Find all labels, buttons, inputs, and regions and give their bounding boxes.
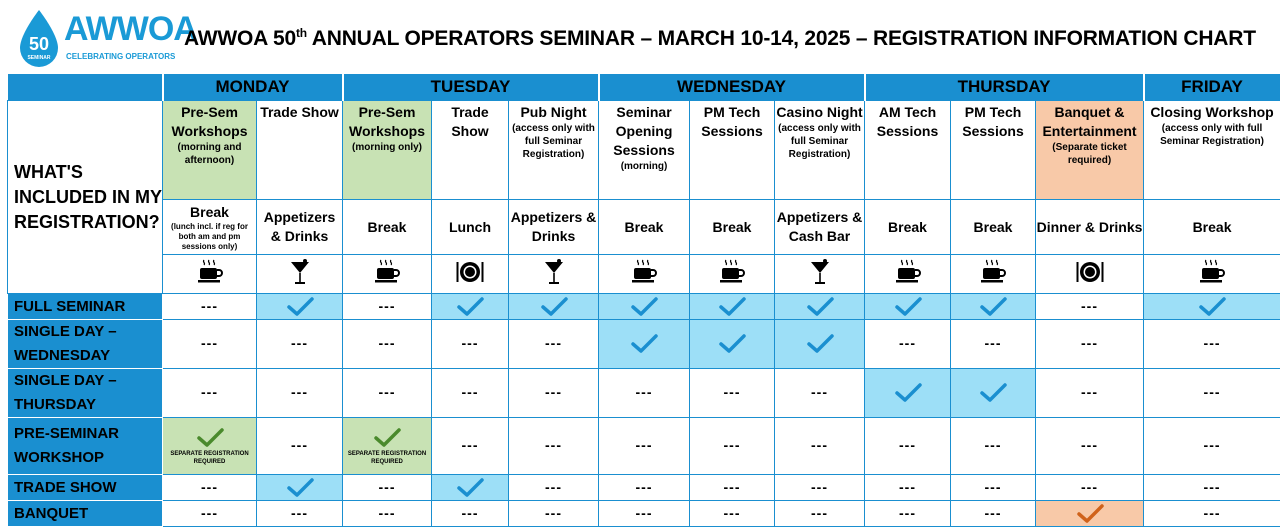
cocktail-icon [805,258,835,286]
included-cell [775,320,865,369]
not-included-cell [509,418,599,475]
food-cell [509,200,599,255]
dash-mark: --- [291,437,308,453]
dash-mark: --- [1081,384,1099,400]
registration-type-label: FULL SEMINAR [8,294,163,320]
cocktail-icon [539,258,569,286]
session-cell [432,101,509,200]
food-row [8,200,1280,255]
dash-mark: --- [545,384,562,400]
coffee-icon [717,258,747,286]
session-title: Closing Workshop [1150,104,1274,120]
checkmark-icon [284,477,316,499]
page-title: AWWOA 50th ANNUAL OPERATORS SEMINAR – MARCH 10-14, 2025 – REGISTRATION INFORMATION CHART [184,26,1256,50]
not-included-cell [1036,475,1144,501]
included-cell [951,369,1036,418]
food-cell [1036,200,1144,255]
icon-cell [343,255,432,294]
not-included-cell [1036,294,1144,320]
registration-chart [7,74,1280,527]
not-included-cell [951,320,1036,369]
plate-icon [455,258,485,286]
not-included-cell [865,501,951,527]
included-cell [257,294,343,320]
dash-mark: --- [1203,335,1221,351]
included-cell [599,320,690,369]
not-included-cell [432,369,509,418]
coffee-icon [893,258,923,286]
food-cell [432,200,509,255]
session-title: Pre-Sem Workshops [349,104,425,139]
not-included-cell [1036,320,1144,369]
food-label: Break [190,203,229,220]
session-title: Casino Night [776,104,863,120]
not-included-cell [865,320,951,369]
dash-mark: --- [461,384,479,400]
coffee-icon [978,258,1008,286]
session-title: Trade Show [260,104,339,120]
checkmark-icon [716,296,748,318]
included-cell [951,294,1036,320]
session-cell [599,101,690,200]
not-included-cell [257,320,343,369]
food-cell [343,200,432,255]
session-cell [1036,101,1144,200]
not-included-cell [509,320,599,369]
session-title: AM Tech Sessions [876,104,939,139]
checkmark-icon [716,333,748,355]
food-cell [163,200,257,255]
included-cell [1144,294,1280,320]
separate-registration-note: SEPARATE REGISTRATION REQUIRED [347,451,427,465]
dash-mark: --- [635,478,653,495]
food-note: (lunch incl. if reg for both am and pm sessions only) [171,221,248,251]
registration-row [8,294,1280,320]
checkmark-icon [194,426,226,450]
icon-cell [257,255,343,294]
food-cell [257,200,343,255]
dash-mark: --- [635,437,653,453]
checkmark-icon [804,296,836,318]
food-cell [1144,200,1280,255]
day-header [865,74,1144,101]
dash-mark: --- [723,504,741,521]
dash-mark: --- [378,297,396,314]
dash-mark: --- [545,504,562,521]
included-cell [432,475,509,501]
dash-mark: --- [545,335,562,351]
icon-cell [599,255,690,294]
not-included-cell [343,475,432,501]
not-included-cell [775,475,865,501]
session-cell [163,101,257,200]
food-label: Appetizers & Drinks [510,209,597,244]
food-label: Break [973,218,1013,235]
icon-cell [951,255,1036,294]
checkmark-icon [371,426,403,450]
svg-text:SEMINAR: SEMINAR [27,55,51,61]
dash-mark: --- [635,504,653,521]
checkmark-icon [284,296,316,318]
separate-registration-note: SEPARATE REGISTRATION REQUIRED [170,451,249,465]
checkmark-icon [454,296,486,318]
svg-text:50: 50 [28,34,50,54]
session-note: (morning) [620,161,668,172]
icon-cell [1144,255,1280,294]
icon-cell [690,255,775,294]
checkmark-icon [977,296,1009,318]
session-cell [1144,101,1280,200]
dash-mark: --- [635,384,653,400]
food-cell [775,200,865,255]
dash-mark: --- [984,335,1002,351]
icon-cell [1036,255,1144,294]
coffee-icon [372,258,402,286]
not-included-cell [509,475,599,501]
dash-mark: --- [291,335,308,351]
not-included-cell [1144,320,1280,369]
dash-mark: --- [545,437,562,453]
not-included-cell [951,501,1036,527]
food-label: Dinner & Drinks [1036,218,1143,235]
dash-mark: --- [899,478,917,495]
icon-cell [775,255,865,294]
corner-blank [8,74,163,101]
included-question: WHAT'S INCLUDED IN MY REGISTRATION? [8,101,163,294]
dash-mark: --- [1081,297,1099,314]
not-included-cell [432,501,509,527]
checkmark-icon [628,333,660,355]
dash-mark: --- [378,335,396,351]
session-title: Seminar Opening Sessions [613,104,675,158]
not-included-cell [775,501,865,527]
dash-mark: --- [201,335,218,351]
dash-mark: --- [1203,504,1221,521]
session-note: (morning only) [352,142,422,153]
registration-row [8,418,1280,475]
not-included-cell [509,501,599,527]
icon-cell [163,255,257,294]
not-included-cell [690,475,775,501]
dash-mark: --- [378,504,396,521]
food-cell [865,200,951,255]
checkmark-icon [892,296,924,318]
checkmark-icon [454,477,486,499]
dash-mark: --- [984,504,1002,521]
not-included-cell [1144,418,1280,475]
day-name: THURSDAY [957,77,1051,96]
not-included-cell [865,475,951,501]
not-included-cell [1036,418,1144,475]
checkmark-icon [538,296,570,318]
registration-row [8,320,1280,369]
not-included-cell [951,418,1036,475]
dash-mark: --- [201,478,218,495]
cocktail-icon [285,258,315,286]
not-included-cell [257,369,343,418]
icon-cell [432,255,509,294]
coffee-icon [1197,258,1227,286]
included-cell [163,418,257,475]
not-included-cell [509,369,599,418]
checkmark-icon [1196,296,1228,318]
dash-mark: --- [1081,335,1099,351]
dash-mark: --- [899,335,917,351]
dash-mark: --- [984,437,1002,453]
session-cell [343,101,432,200]
included-cell [257,475,343,501]
not-included-cell [163,294,257,320]
registration-row [8,369,1280,418]
not-included-cell [775,369,865,418]
not-included-cell [163,501,257,527]
food-label: Break [367,218,407,235]
not-included-cell [1144,501,1280,527]
session-title: Pub Night [520,104,587,120]
session-title: PM Tech Sessions [962,104,1024,139]
checkmark-icon [628,296,660,318]
day-name: MONDAY [215,77,290,96]
dash-mark: --- [201,297,218,314]
dash-mark: --- [811,384,829,400]
not-included-cell [1144,369,1280,418]
dash-mark: --- [291,384,308,400]
session-cell [775,101,865,200]
not-included-cell [599,369,690,418]
not-included-cell [432,418,509,475]
included-cell [432,294,509,320]
not-included-cell [690,369,775,418]
session-title: Pre-Sem Workshops [171,104,248,139]
not-included-cell [343,294,432,320]
water-drop-icon [16,8,62,70]
day-header [163,74,343,101]
not-included-cell [775,418,865,475]
dash-mark: --- [811,478,829,495]
not-included-cell [599,475,690,501]
not-included-cell [1144,475,1280,501]
dash-mark: --- [984,478,1002,495]
dash-mark: --- [723,384,741,400]
included-cell [865,294,951,320]
session-note: (Separate ticket required) [1052,142,1127,166]
dash-mark: --- [811,437,829,453]
included-cell [865,369,951,418]
dash-mark: --- [201,504,218,521]
day-header [1144,74,1280,101]
awwoa-logo [14,6,197,72]
dash-mark: --- [201,384,218,400]
food-label: Break [888,218,927,235]
session-cell [509,101,599,200]
session-note: (morning and afternoon) [177,142,242,166]
dash-mark: --- [1081,478,1099,495]
dash-mark: --- [378,384,396,400]
session-note: (access only with full Seminar Registration) [1160,123,1264,147]
food-label: Break [1192,218,1232,235]
registration-type-label: BANQUET [8,501,163,527]
registration-row [8,501,1280,527]
dash-mark: --- [461,437,479,453]
dash-mark: --- [899,504,917,521]
not-included-cell [951,475,1036,501]
session-row [8,101,1280,200]
dash-mark: --- [545,478,562,495]
dash-mark: --- [723,437,741,453]
food-cell [690,200,775,255]
registration-type-label: TRADE SHOW [8,475,163,501]
food-label: Lunch [449,218,491,235]
food-cell [599,200,690,255]
dash-mark: --- [1203,384,1221,400]
dash-mark: --- [811,504,829,521]
session-title: Trade Show [451,104,489,139]
food-label: Break [712,218,752,235]
session-note: (access only with full Seminar Registration) [778,123,861,160]
food-label: Appetizers & Drinks [263,209,336,244]
included-cell [599,294,690,320]
session-cell [951,101,1036,200]
session-title: Banquet & Entertainment [1042,104,1137,139]
registration-type-label: SINGLE DAY – WEDNESDAY [8,320,163,369]
food-label: Appetizers & Cash Bar [776,209,863,244]
not-included-cell [257,418,343,475]
registration-type-label: PRE-SEMINAR WORKSHOP [8,418,163,475]
dash-mark: --- [1203,437,1221,453]
dash-mark: --- [1203,478,1221,495]
included-cell [343,418,432,475]
not-included-cell [599,501,690,527]
included-cell [690,294,775,320]
dash-mark: --- [1081,437,1099,453]
coffee-icon [195,258,225,286]
coffee-icon [629,258,659,286]
checkmark-icon [977,382,1009,404]
not-included-cell [343,501,432,527]
dash-mark: --- [378,478,396,495]
icon-cell [865,255,951,294]
not-included-cell [343,369,432,418]
registration-row [8,475,1280,501]
not-included-cell [1036,369,1144,418]
not-included-cell [163,369,257,418]
session-cell [257,101,343,200]
logo-wordmark: AWWOA [64,10,197,48]
session-note: (access only with full Seminar Registration) [512,123,595,160]
checkmark-icon [1074,503,1106,525]
session-title: PM Tech Sessions [701,104,763,139]
logo-tagline: CELEBRATING OPERATORS [66,52,176,61]
day-header-row [8,74,1280,101]
icon-row [8,255,1280,294]
food-cell [951,200,1036,255]
day-name: WEDNESDAY [677,77,786,96]
not-included-cell [865,418,951,475]
session-cell [690,101,775,200]
not-included-cell [257,501,343,527]
dash-mark: --- [461,335,479,351]
included-cell [775,294,865,320]
included-cell [690,320,775,369]
dash-mark: --- [723,478,741,495]
plate-icon [1075,258,1105,286]
dash-mark: --- [461,504,479,521]
not-included-cell [690,501,775,527]
included-cell [509,294,599,320]
icon-cell [509,255,599,294]
registration-type-label: SINGLE DAY – THURSDAY [8,369,163,418]
checkmark-icon [892,382,924,404]
not-included-cell [163,320,257,369]
dash-mark: --- [899,437,917,453]
day-name: TUESDAY [430,77,511,96]
header [0,0,1280,74]
session-cell [865,101,951,200]
not-included-cell [599,418,690,475]
not-included-cell [343,320,432,369]
day-header [599,74,865,101]
checkmark-icon [804,333,836,355]
food-label: Break [624,218,664,235]
not-included-cell [690,418,775,475]
day-header [343,74,599,101]
day-name: FRIDAY [1181,77,1243,96]
dash-mark: --- [291,504,308,521]
not-included-cell [163,475,257,501]
not-included-cell [432,320,509,369]
included-cell [1036,501,1144,527]
